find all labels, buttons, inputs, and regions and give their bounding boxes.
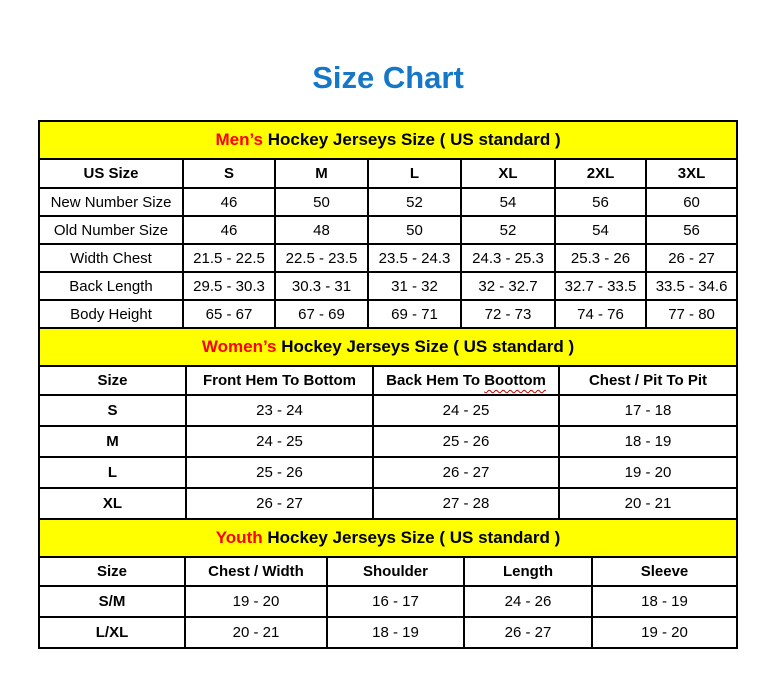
col-header: Chest / Width [185, 557, 327, 586]
col-header: Length [464, 557, 592, 586]
youth-size-table [38, 518, 738, 649]
size-value: 56 [555, 188, 646, 216]
size-value: 26 - 27 [186, 488, 373, 519]
size-value: 18 - 19 [592, 586, 737, 617]
table-row [39, 488, 737, 519]
table-row [39, 188, 737, 216]
row-label: Old Number Size [39, 216, 183, 244]
row-label: S [39, 395, 186, 426]
table-row [39, 244, 737, 272]
size-value: 54 [555, 216, 646, 244]
row-label: M [39, 426, 186, 457]
size-value: 30.3 - 31 [275, 272, 368, 300]
table-row [39, 395, 737, 426]
size-value: 31 - 32 [368, 272, 461, 300]
size-value: 26 - 27 [646, 244, 737, 272]
col-header: XL [461, 159, 555, 188]
size-value: 24.3 - 25.3 [461, 244, 555, 272]
size-value: 65 - 67 [183, 300, 275, 328]
mens-banner-text: Hockey Jerseys Size ( US standard ) [263, 130, 561, 149]
size-chart [38, 120, 736, 649]
size-value: 17 - 18 [559, 395, 737, 426]
size-value: 54 [461, 188, 555, 216]
size-value: 20 - 21 [559, 488, 737, 519]
size-value: 19 - 20 [185, 586, 327, 617]
misspelled-word: Boottom [484, 372, 546, 389]
size-value: 56 [646, 216, 737, 244]
size-value: 18 - 19 [559, 426, 737, 457]
col-header: 3XL [646, 159, 737, 188]
col-header-text: Back Hem To [386, 372, 485, 389]
youth-banner-accent: Youth [215, 528, 263, 547]
size-value: 46 [183, 188, 275, 216]
col-header: Size [39, 366, 186, 395]
row-label: L/XL [39, 617, 185, 648]
size-value: 23.5 - 24.3 [368, 244, 461, 272]
size-value: 50 [275, 188, 368, 216]
col-header: US Size [39, 159, 183, 188]
size-value: 24 - 26 [464, 586, 592, 617]
size-value: 24 - 25 [186, 426, 373, 457]
youth-header-row [39, 557, 737, 586]
size-value: 21.5 - 22.5 [183, 244, 275, 272]
size-value: 52 [368, 188, 461, 216]
size-value: 52 [461, 216, 555, 244]
womens-banner [39, 328, 737, 366]
size-value: 20 - 21 [185, 617, 327, 648]
col-header: Sleeve [592, 557, 737, 586]
size-value: 19 - 20 [592, 617, 737, 648]
womens-banner-text: Hockey Jerseys Size ( US standard ) [276, 337, 575, 356]
table-row [39, 617, 737, 648]
col-header: L [368, 159, 461, 188]
mens-banner-accent: Men’s [215, 130, 263, 149]
table-row [39, 272, 737, 300]
row-label: S/M [39, 586, 185, 617]
size-value: 32.7 - 33.5 [555, 272, 646, 300]
size-value: 25 - 26 [186, 457, 373, 488]
row-label: Width Chest [39, 244, 183, 272]
table-row [39, 300, 737, 328]
size-value: 72 - 73 [461, 300, 555, 328]
col-header [373, 366, 559, 395]
col-header: S [183, 159, 275, 188]
size-value: 18 - 19 [327, 617, 464, 648]
row-label: New Number Size [39, 188, 183, 216]
womens-header-row [39, 366, 737, 395]
col-header: Shoulder [327, 557, 464, 586]
size-value: 25.3 - 26 [555, 244, 646, 272]
table-row [39, 426, 737, 457]
size-value: 74 - 76 [555, 300, 646, 328]
size-value: 46 [183, 216, 275, 244]
table-row [39, 216, 737, 244]
size-value: 67 - 69 [275, 300, 368, 328]
mens-header-row [39, 159, 737, 188]
size-value: 32 - 32.7 [461, 272, 555, 300]
size-value: 24 - 25 [373, 395, 559, 426]
size-value: 26 - 27 [373, 457, 559, 488]
youth-banner-text: Hockey Jerseys Size ( US standard ) [262, 528, 561, 547]
col-header: M [275, 159, 368, 188]
womens-size-table [38, 327, 738, 520]
mens-size-table [38, 120, 738, 329]
size-value: 69 - 71 [368, 300, 461, 328]
col-header: Size [39, 557, 185, 586]
row-label: XL [39, 488, 186, 519]
size-value: 33.5 - 34.6 [646, 272, 737, 300]
youth-banner [39, 519, 737, 557]
col-header: Chest / Pit To Pit [559, 366, 737, 395]
size-value: 25 - 26 [373, 426, 559, 457]
size-value: 16 - 17 [327, 586, 464, 617]
size-value: 22.5 - 23.5 [275, 244, 368, 272]
size-value: 23 - 24 [186, 395, 373, 426]
size-value: 29.5 - 30.3 [183, 272, 275, 300]
size-value: 77 - 80 [646, 300, 737, 328]
size-value: 26 - 27 [464, 617, 592, 648]
page-title: Size Chart [312, 60, 464, 95]
size-value: 48 [275, 216, 368, 244]
table-row [39, 457, 737, 488]
mens-banner [39, 121, 737, 159]
size-value: 60 [646, 188, 737, 216]
col-header: Front Hem To Bottom [186, 366, 373, 395]
row-label: L [39, 457, 186, 488]
row-label: Body Height [39, 300, 183, 328]
womens-banner-accent: Women’s [201, 337, 277, 356]
row-label: Back Length [39, 272, 183, 300]
table-row [39, 586, 737, 617]
col-header: 2XL [555, 159, 646, 188]
size-value: 27 - 28 [373, 488, 559, 519]
size-value: 50 [368, 216, 461, 244]
size-value: 19 - 20 [559, 457, 737, 488]
